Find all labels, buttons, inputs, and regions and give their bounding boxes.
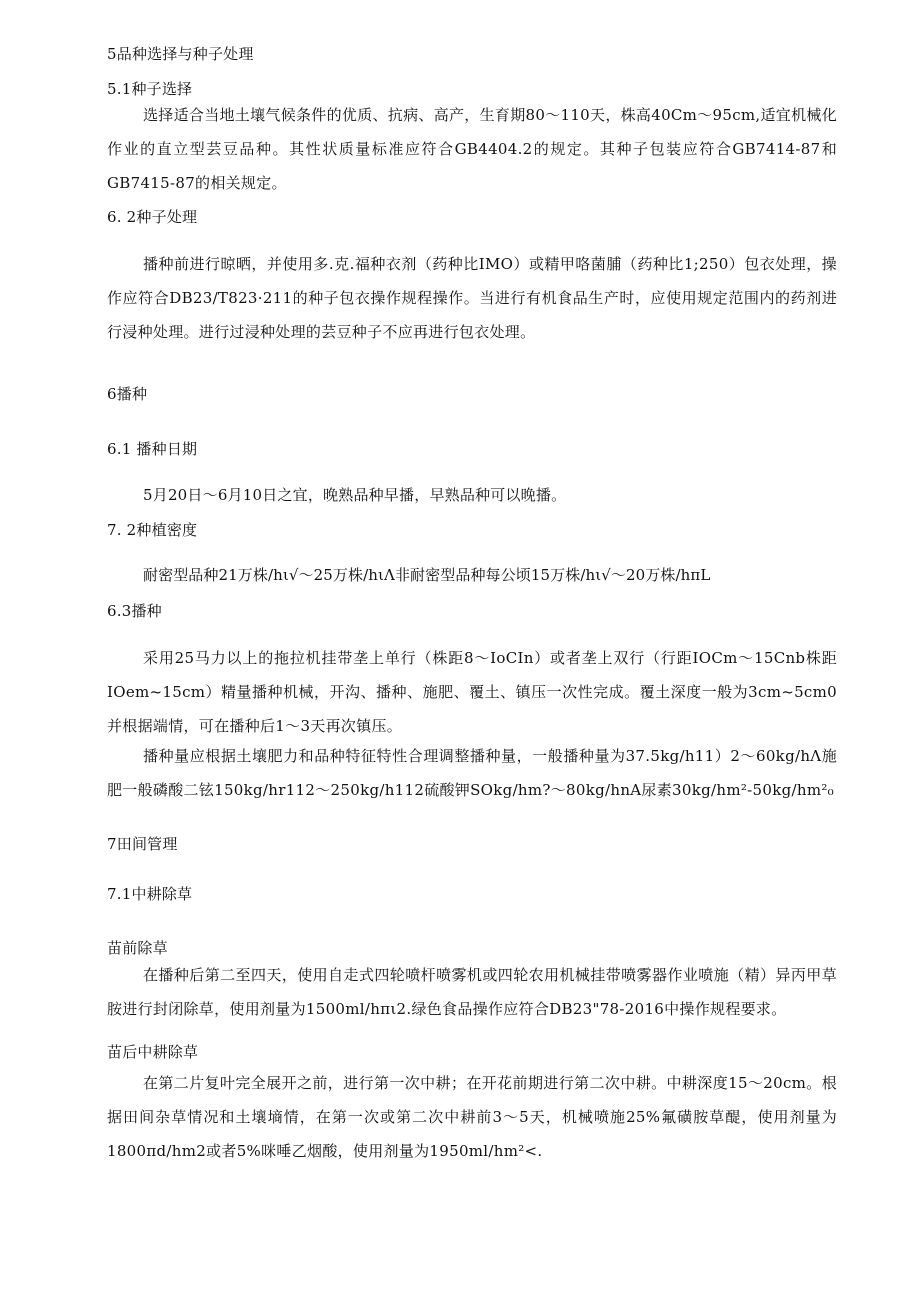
section-heading-7-1: 7.1中耕除草 — [107, 885, 193, 903]
paragraph-sowing-date: 5月20日～6月10日之宜，晚熟品种早播，早熟品种可以晚播。 — [143, 486, 567, 504]
paragraph-post-emergence-weeding: 在第二片复叶完全展开之前，进行第一次中耕；在开花前期进行第二次中耕。中耕深度15～20cm。根据田间杂草情况和土壤墒情，在第一次或第二次中耕前3～5天，机械喷施25%氟磺胺草醍，使用剂量为1800πd/hm2或者5%咪唾乙烟酸，使用剂量为1950ml/hm²<. — [107, 1074, 837, 1160]
paragraph-sowing-machinery: 采用25马力以上的拖拉机挂带垄上单行（株距8～IoCIn）或者垄上双行（行距IOCm～15Cnb株距IOem~15cm）精量播种机械，开沟、播种、施肥、覆土、镇压一次性完成。覆土深度一般为3cm~5cm0并根据端情，可在播种后1～3天再次镇压。 — [107, 649, 837, 735]
section-heading-7-field-management: 7田间管理 — [107, 835, 178, 853]
subheading-post-emergence-weeding: 苗后中耕除草 — [107, 1043, 199, 1061]
paragraph-pre-emergence-weeding: 在播种后第二至四天，使用自走式四轮喷杆喷雾机或四轮农用机械挂带喷雾器作业喷施（精）异丙甲草胺进行封闭除草，使用剂量为1500ml/hπι2.绿色食品操作应符合DB23"78-2016中操作规程要求。 — [107, 966, 837, 1018]
subheading-pre-emergence-weeding: 苗前除草 — [107, 939, 168, 957]
section-heading-6-1: 6.1 播种日期 — [107, 440, 198, 458]
section-heading-6-sowing: 6播种 — [107, 385, 148, 403]
paragraph-planting-density: 耐密型品种21万株/hι√～25万株/hιΛ非耐密型品种每公顷15万株/hι√～20万株/hπL — [143, 566, 711, 584]
paragraph-seed-selection: 选择适合当地土壤气候条件的优质、抗病、高产，生育期80～110天，株高40Cm～95cm,适宜机械化作业的直立型芸豆品种。其性状质量标准应符合GB4404.2的规定。其种子包装应符合GB7414-87和GB7415-87的相关规定。 — [107, 106, 837, 192]
section-heading-6-3: 6.3播种 — [107, 602, 162, 620]
paragraph-seeding-rate: 播种量应根据土壤肥力和品种特征特性合理调整播种量，一般播种量为37.5kg/h11）2～60kg/hΛ施肥一般磷酸二铉150kg/hr112～250kg/h112硫酸钾SOkg/hm?～80kg/hnA尿素30kg/hm²-50kg/hm²₀ — [107, 747, 837, 799]
section-heading-5: 5品种选择与种子处理 — [107, 45, 254, 63]
paragraph-seed-treatment: 播种前进行晾晒，并使用多.克.福种衣剂（药种比IMO）或精甲咯菌脯（药种比1;250）包衣处理，操作应符合DB23/T823·211的种子包衣操作规程操作。当进行有机食品生产时，应使用规定范围内的药剂进行浸种处理。进行过浸种处理的芸豆种子不应再进行包衣处理。 — [107, 255, 837, 341]
section-heading-5-1: 5.1种子选择 — [107, 80, 193, 98]
section-heading-7-2-density: 7. 2种植密度 — [107, 521, 198, 539]
section-heading-6-2-seed-treatment: 6. 2种子处理 — [107, 208, 198, 226]
